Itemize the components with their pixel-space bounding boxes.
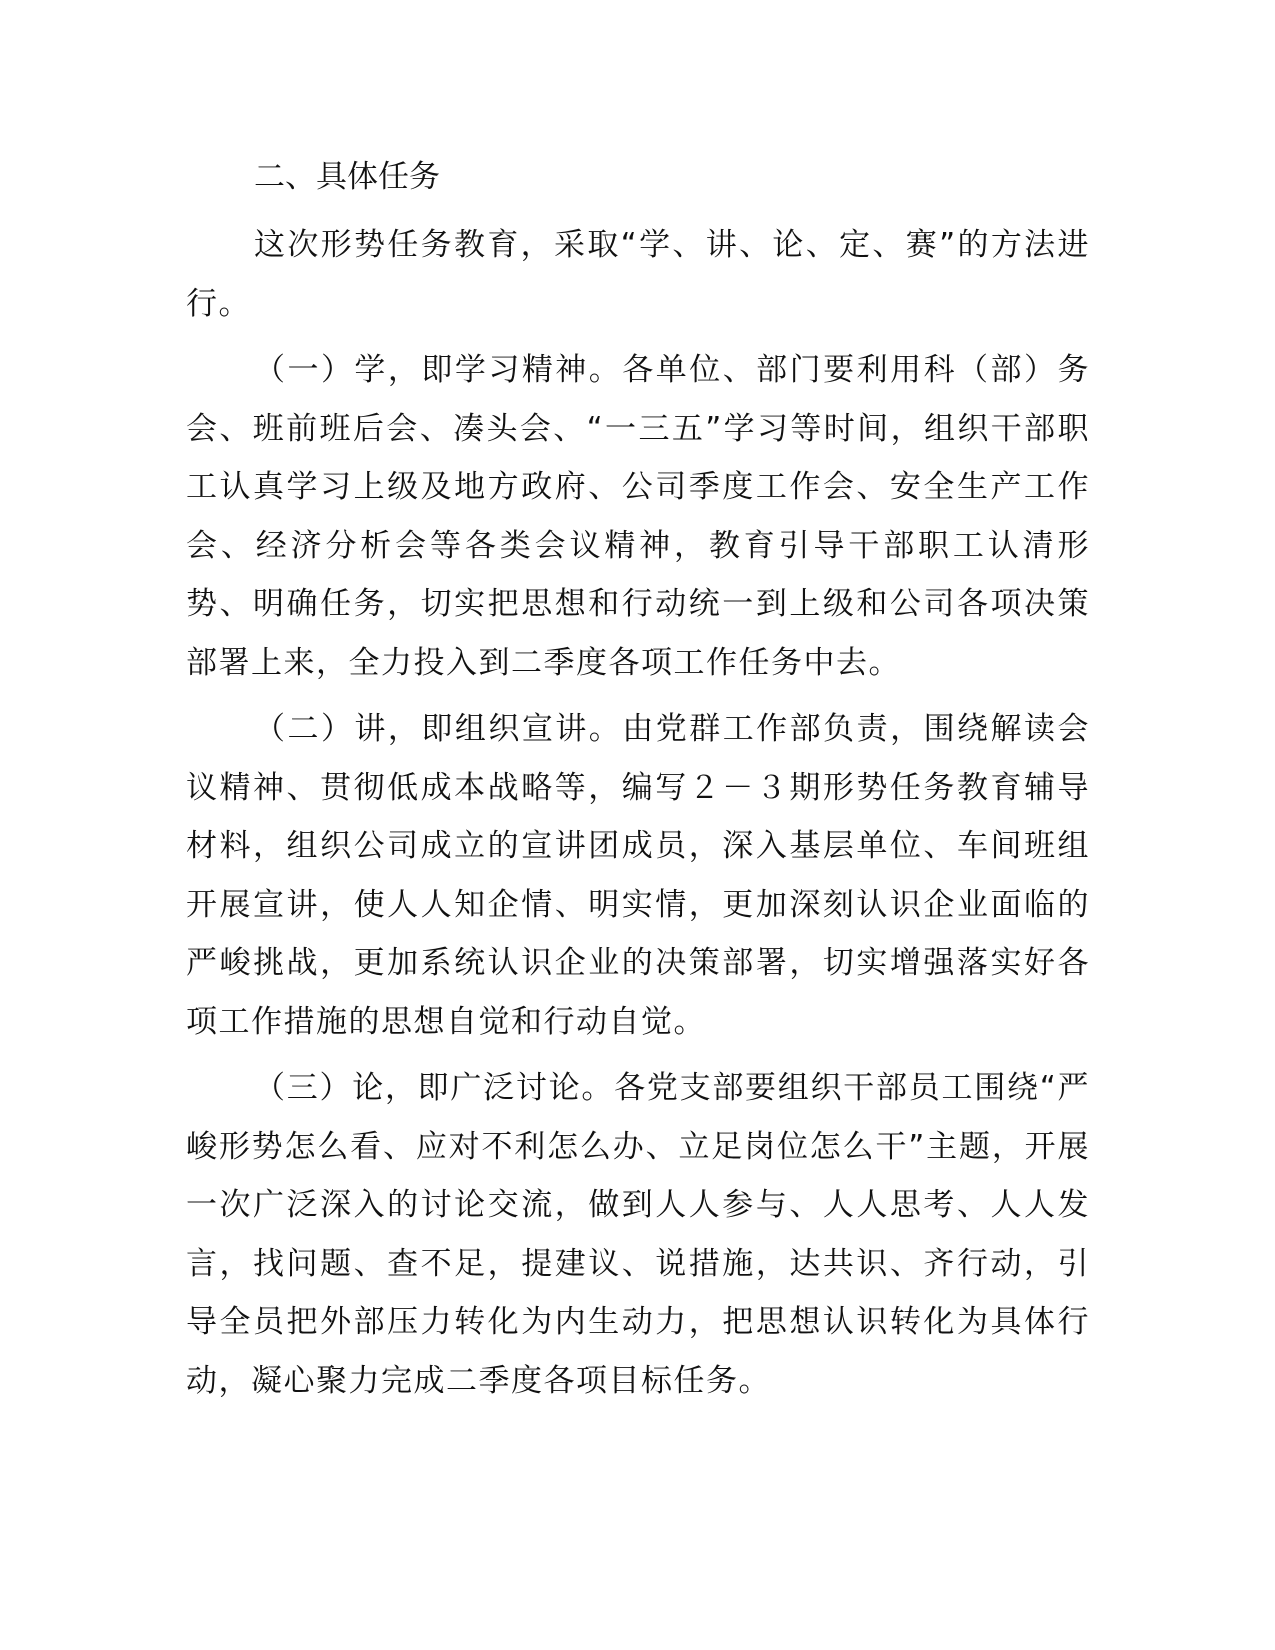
document-body [186,148,1090,1418]
paragraph-lecture: （二）讲，即组织宣讲。由党群工作部负责，围绕解读会议精神、贯彻低成本战略等，编写２－３期形势任务教育辅导材料，组织公司成立的宣讲团成员，深入基层单位、车间班组开展宣讲，使人人知企情、明实情，更加深刻认识企业面临的严峻挑战，更加系统认识企业的决策部署，切实增强落实好各项工作措施的思想自觉和行动自觉。 [186,711,1090,1040]
paragraph-discussion: （三）论，即广泛讨论。各党支部要组织干部员工围绕“严峻形势怎么看、应对不利怎么办、立足岗位怎么干”主题，开展一次广泛深入的讨论交流，做到人人参与、人人思考、人人发言，找问题、查不足，提建议、说措施，达共识、齐行动，引导全员把外部压力转化为内生动力，把思想认识转化为具体行动，凝心聚力完成二季度各项目标任务。 [186,1070,1090,1399]
section-heading: 二、具体任务 [254,159,440,195]
paragraph-intro: 这次形势任务教育，采取“学、讲、论、定、赛”的方法进行。 [186,227,1090,322]
paragraph-study: （一）学，即学习精神。各单位、部门要利用科（部）务会、班前班后会、凑头会、“一三五”学习等时间，组织干部职工认真学习上级及地方政府、公司季度工作会、安全生产工作会、经济分析会等各类会议精神，教育引导干部职工认清形势、明确任务，切实把思想和行动统一到上级和公司各项决策部署上来，全力投入到二季度各项工作任务中去。 [186,352,1090,681]
